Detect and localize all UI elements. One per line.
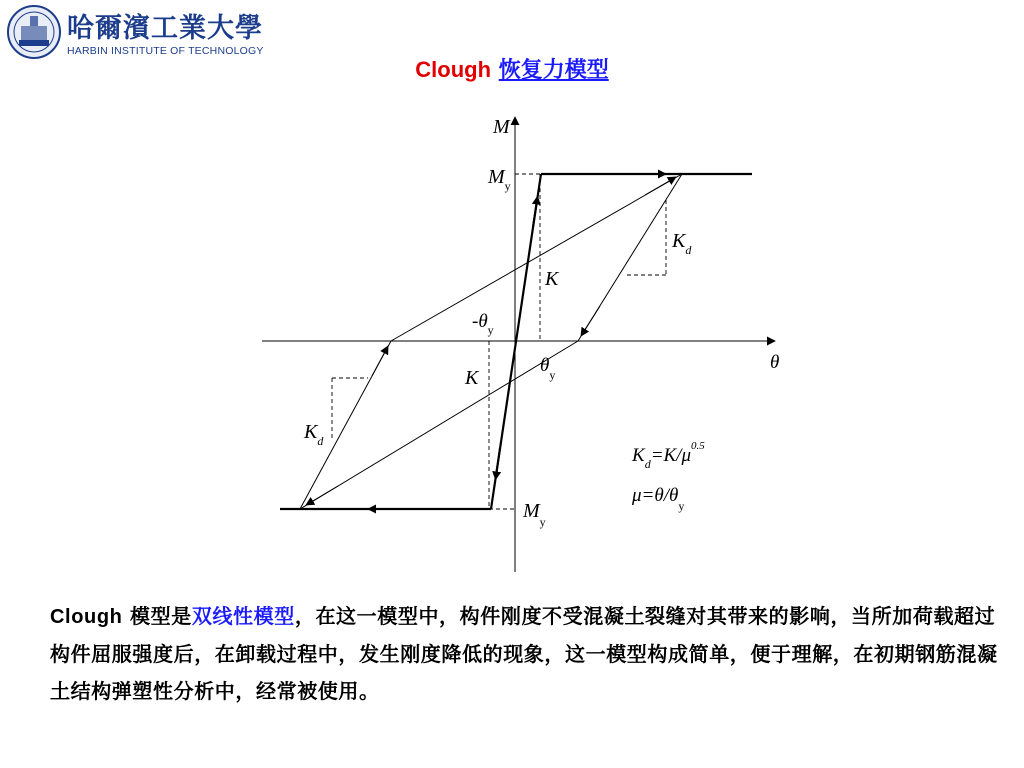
my-negative-label: $M_y$ xyxy=(523,500,546,529)
axis-x-label: θ xyxy=(770,352,780,373)
paragraph-text-1: 模型是 xyxy=(122,604,192,628)
reloading-lower xyxy=(300,341,578,509)
axis-y-label: M xyxy=(493,116,510,138)
my-positive-label: $M_y$ xyxy=(488,166,511,193)
title-zh: 恢复力模型 xyxy=(498,58,609,83)
k-lower-arrow xyxy=(496,448,500,476)
reloading-upper-arrow xyxy=(645,177,676,195)
kd-lower-label: $K_d$ xyxy=(304,421,324,448)
kd-equation: $K_d=K/\mu^{0.5}$ xyxy=(632,440,705,471)
theta-y-positive-label: $\theta_y$ xyxy=(540,355,556,382)
k-upper-label: K xyxy=(545,268,559,290)
paragraph-highlight: 双线性模型 xyxy=(191,604,295,628)
k-lower-label: K xyxy=(465,367,479,389)
description-paragraph xyxy=(50,598,1005,710)
theta-y-negative-label: $-\theta_y$ xyxy=(472,311,494,337)
k-upper-arrow xyxy=(533,200,537,227)
logo-name-zh: 哈爾濱工業大學 xyxy=(67,13,263,44)
logo-name-en: HARBIN INSTITUTE OF TECHNOLOGY xyxy=(67,45,264,57)
unloading-upper-arrow xyxy=(581,306,600,336)
title-en: Clough xyxy=(415,57,492,82)
kd-upper-label: $K_d$ xyxy=(672,230,692,257)
paragraph-model-name: Clough xyxy=(50,606,123,628)
paragraph-text-2: ，在这一模型中，构件刚度不受混凝土裂缝对其带来的影响，当所加荷载超过构件屈服强度后，在卸载过程中，发生刚度降低的现象，这一模型构成简单，便于理解，在初期钢筋混凝土结构弹塑性分析中，经常被使用。 xyxy=(50,604,998,703)
mu-equation: $\mu=\theta/\theta_y$ xyxy=(632,485,685,513)
unloading-lower-arrow xyxy=(372,346,388,376)
